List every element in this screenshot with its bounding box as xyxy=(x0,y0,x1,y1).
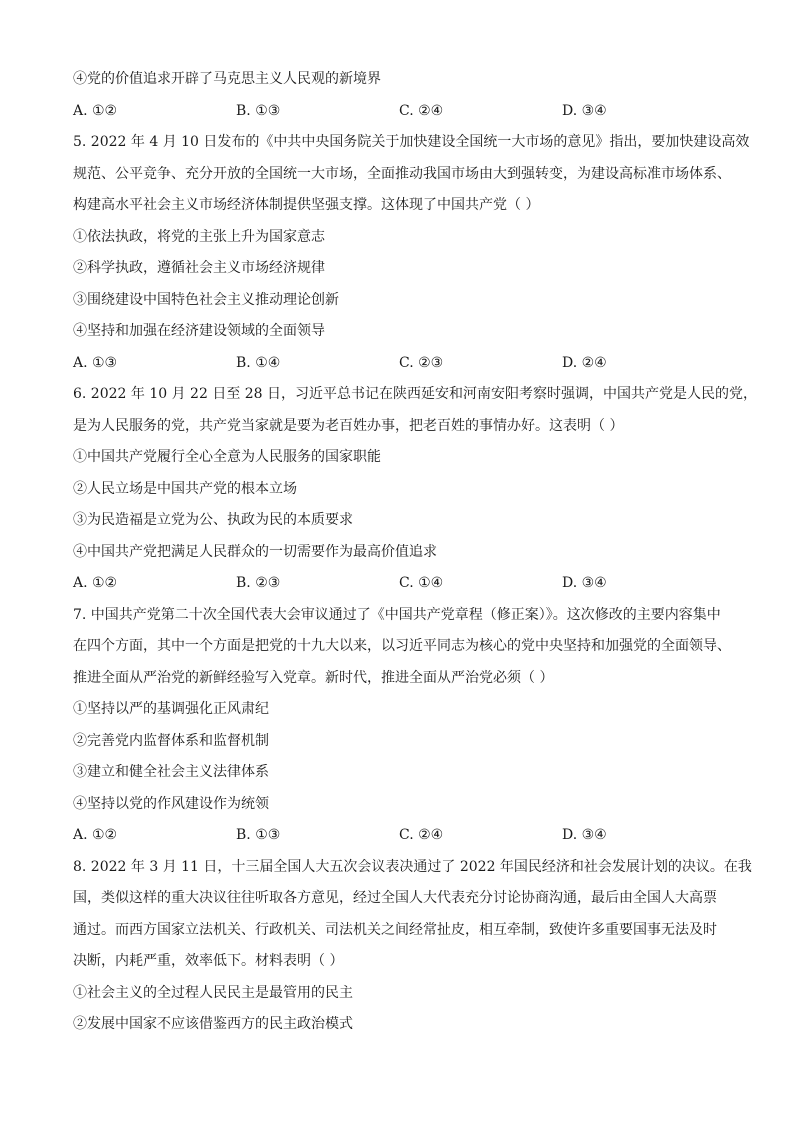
q6-option-a: A. ①② xyxy=(73,575,118,591)
q7-item-3: ③建立和健全社会主义法律体系 xyxy=(73,764,269,780)
question-6 xyxy=(73,379,758,600)
q4-option-c: C. ②④ xyxy=(399,102,444,119)
q6-stem-line: 6. 2022 年 10 月 22 日至 28 日，习近平总书记在陕西延安和河南安阳考察时强调，中国共产党是人民的党， xyxy=(73,386,758,402)
q6-item-2: ②人民立场是中国共产党的根本立场 xyxy=(73,480,297,497)
q6-option-b: B. ②③ xyxy=(236,575,281,591)
q6-item-3: ③为民造福是立党为公、执政为民的本质要求 xyxy=(73,512,353,528)
q6-item-4: ④中国共产党把满足人民群众的一切需要作为最高价值追求 xyxy=(73,543,437,560)
q8-stem-line: 决断，内耗严重，效率低下。材料表明（ ） xyxy=(73,953,344,969)
q5-options xyxy=(73,348,723,380)
q5-item-3: ③围绕建设中国特色社会主义推动理论创新 xyxy=(73,291,339,308)
q8-item-1: ①社会主义的全过程人民民主是最管用的民主 xyxy=(73,984,353,1001)
q6-stem-line: 是为人民服务的党，共产党当家就是要为老百姓办事，把老百姓的事情办好。这表明（ ） xyxy=(73,417,624,434)
q8-stem-line: 通过。而西方国家立法机关、行政机关、司法机关之间经常扯皮，相互牵制，致使许多重要国事无法及时 xyxy=(73,921,717,938)
q5-stem-line: 构建高水平社会主义市场经济体制提供坚强支撑。这体现了中国共产党（ ） xyxy=(73,197,540,213)
q7-item-2: ②完善党内监督体系和监督机制 xyxy=(73,732,269,749)
q5-item-2: ②科学执政，遵循社会主义市场经济规律 xyxy=(73,260,325,276)
q4-option-d: D. ③④ xyxy=(562,102,607,119)
q4-option-a: A. ①② xyxy=(73,102,118,119)
question-5 xyxy=(73,127,750,379)
q7-option-a: A. ①② xyxy=(73,827,118,843)
q5-option-c: C. ②③ xyxy=(399,354,444,371)
q7-option-c: C. ②④ xyxy=(399,827,444,843)
q5-item-4: ④坚持和加强在经济建设领域的全面领导 xyxy=(73,323,325,339)
q7-item-1: ①坚持以严的基调强化正风肃纪 xyxy=(73,701,269,717)
q5-option-b: B. ①④ xyxy=(236,354,281,371)
q7-stem-line: 7. 中国共产党第二十次全国代表大会审议通过了《中国共产党章程（修正案）》。这次修改的主要内容集中 xyxy=(73,606,721,623)
q4-option-b: B. ①③ xyxy=(236,102,281,119)
q8-item-2: ②发展中国家不应该借鉴西方的民主政治模式 xyxy=(73,1016,353,1032)
q5-item-1: ①依法执政，将党的主张上升为国家意志 xyxy=(73,228,325,245)
q6-option-c: C. ①④ xyxy=(399,575,444,591)
q5-stem-line: 规范、公平竞争、充分开放的全国统一大市场，全面推动我国市场由大到强转变，为建设高标准市场体系、 xyxy=(73,165,731,182)
q5-option-a: A. ①③ xyxy=(73,354,118,371)
q6-item-1: ①中国共产党履行全心全意为人民服务的国家职能 xyxy=(73,449,381,465)
q7-stem-line: 在四个方面，其中一个方面是把党的十九大以来，以习近平同志为核心的党中央坚持和加强党的全面领导、 xyxy=(73,638,731,654)
q7-options xyxy=(73,820,723,852)
q6-option-d: D. ③④ xyxy=(562,575,607,591)
q8-stem-line: 8. 2022 年 3 月 11 日，十三届全国人大五次会议表决通过了 2022 年国民经济和社会发展计划的决议。在我 xyxy=(73,858,752,875)
exam-page xyxy=(73,64,758,1041)
q5-option-d: D. ②④ xyxy=(562,354,607,371)
q8-stem-line: 国，类似这样的重大决议往往听取各方意见，经过全国人大代表充分讨论协商沟通，最后由全国人大高票 xyxy=(73,890,717,906)
q6-options xyxy=(73,568,723,600)
q7-option-d: D. ③④ xyxy=(562,827,607,843)
question-7 xyxy=(73,600,731,852)
q4-options xyxy=(73,96,723,128)
q4-item-4: ④党的价值追求开辟了马克思主义人民观的新境界 xyxy=(73,71,381,87)
q5-stem-line: 5. 2022 年 4 月 10 日发布的《中共中央国务院关于加快建设全国统一大市场的意见》指出，要加快建设高效 xyxy=(73,134,750,150)
q7-stem-line: 推进全面从严治党的新鲜经验写入党章。新时代，推进全面从严治党必须（ ） xyxy=(73,669,554,686)
q7-option-b: B. ①③ xyxy=(236,827,281,843)
q7-item-4: ④坚持以党的作风建设作为统领 xyxy=(73,795,269,812)
question-8 xyxy=(73,852,752,1041)
